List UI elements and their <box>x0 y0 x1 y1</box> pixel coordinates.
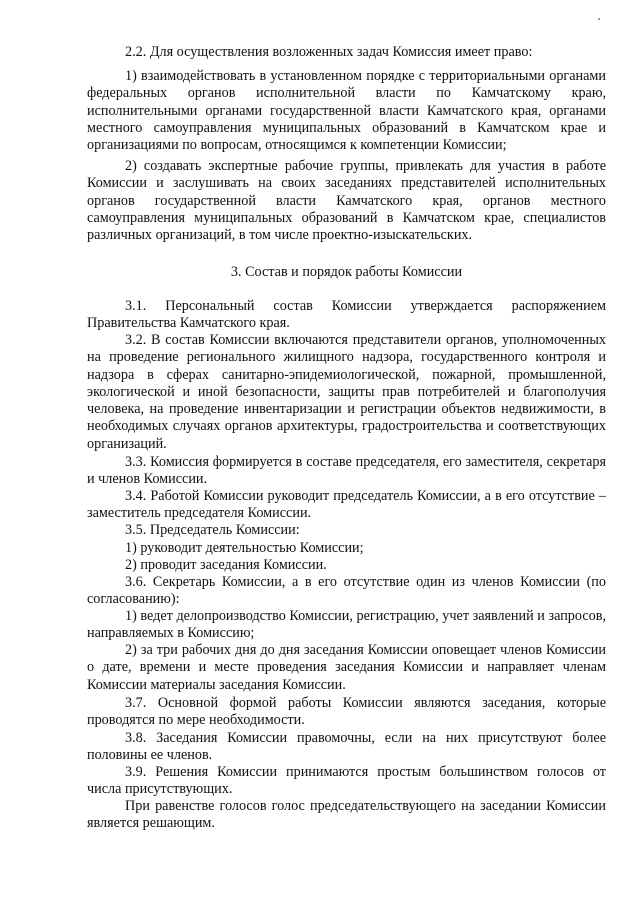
paragraph-3-8: 3.8. Заседания Комиссии правомочны, если на них присутствуют более половины ее членов. <box>87 730 606 764</box>
paragraph-3-3: 3.3. Комиссия формируется в составе председателя, его заместителя, секретаря и членов Комиссии. <box>87 454 606 488</box>
paragraph-3-1: 3.1. Персональный состав Комиссии утверждается распоряжением Правительства Камчатского края. <box>87 298 606 332</box>
paragraph-3-7: 3.7. Основной формой работы Комиссии являются заседания, которые проводятся по мере необходимости. <box>87 695 606 729</box>
paragraph-3-9-tie-rule: При равенстве голосов голос председательствующего на заседании Комиссии является решающим. <box>87 798 606 832</box>
paragraph-3-9: 3.9. Решения Комиссии принимаются простым большинством голосов от числа присутствующих. <box>87 764 606 798</box>
paragraph-3-2: 3.2. В состав Комиссии включаются представители органов, уполномоченных на проведение регионального жилищного надзора, государственного контроля и надзора в сферах санитарно-эпидемиологической, пожарной, промышленной, экологической и иной безопасности, защиты прав потребителей и благополучия человека, на проведение инвентаризации и регистрации объектов недвижимости, в необходимых случаях органов архитектуры, градостроительства и соответствующих организаций. <box>87 332 606 452</box>
paragraph-3-6-item-2: 2) за три рабочих дня до дня заседания Комиссии оповещает членов Комиссии о дате, времени и месте проведения заседания Комиссии и направляет членам Комиссии материалы заседания Комиссии. <box>87 642 606 693</box>
paragraph-2-2-item-1: 1) взаимодействовать в установленном порядке с территориальными органами федеральных органов исполнительной власти по Камчатскому краю, исполнительными органами государственной власти Камчатского края, органами местного самоуправления муниципальных образований в Камчатском крае и организациями по вопросам, относящимся к компетенции Комиссии; <box>87 68 606 154</box>
scan-speck <box>598 18 600 20</box>
paragraph-2-2-item-2: 2) создавать экспертные рабочие группы, привлекать для участия в работе Комиссии и заслушивать на своих заседаниях представителей исполнительных органов государственной власти Камчатского края, органов местного самоуправления муниципальных образований в Камчатском крае, специалистов различных организаций, в том числе проектно-изыскательских. <box>87 158 606 244</box>
paragraph-3-6-item-1: 1) ведет делопроизводство Комиссии, регистрацию, учет заявлений и запросов, направляемых в Комиссию; <box>87 608 606 642</box>
paragraph-3-5: 3.5. Председатель Комиссии: <box>125 522 300 538</box>
section-3-heading: 3. Состав и порядок работы Комиссии <box>230 264 463 280</box>
paragraph-3-6: 3.6. Секретарь Комиссии, а в его отсутствие один из членов Комиссии (по согласованию): <box>87 574 606 608</box>
paragraph-3-5-item-2: 2) проводит заседания Комиссии. <box>125 557 327 573</box>
paragraph-3-4: 3.4. Работой Комиссии руководит председатель Комиссии, а в его отсутствие – заместитель председателя Комиссии. <box>87 488 606 522</box>
paragraph-3-5-item-1: 1) руководит деятельностью Комиссии; <box>125 540 364 556</box>
paragraph-2-2: 2.2. Для осуществления возложенных задач Комиссия имеет право: <box>125 44 533 60</box>
